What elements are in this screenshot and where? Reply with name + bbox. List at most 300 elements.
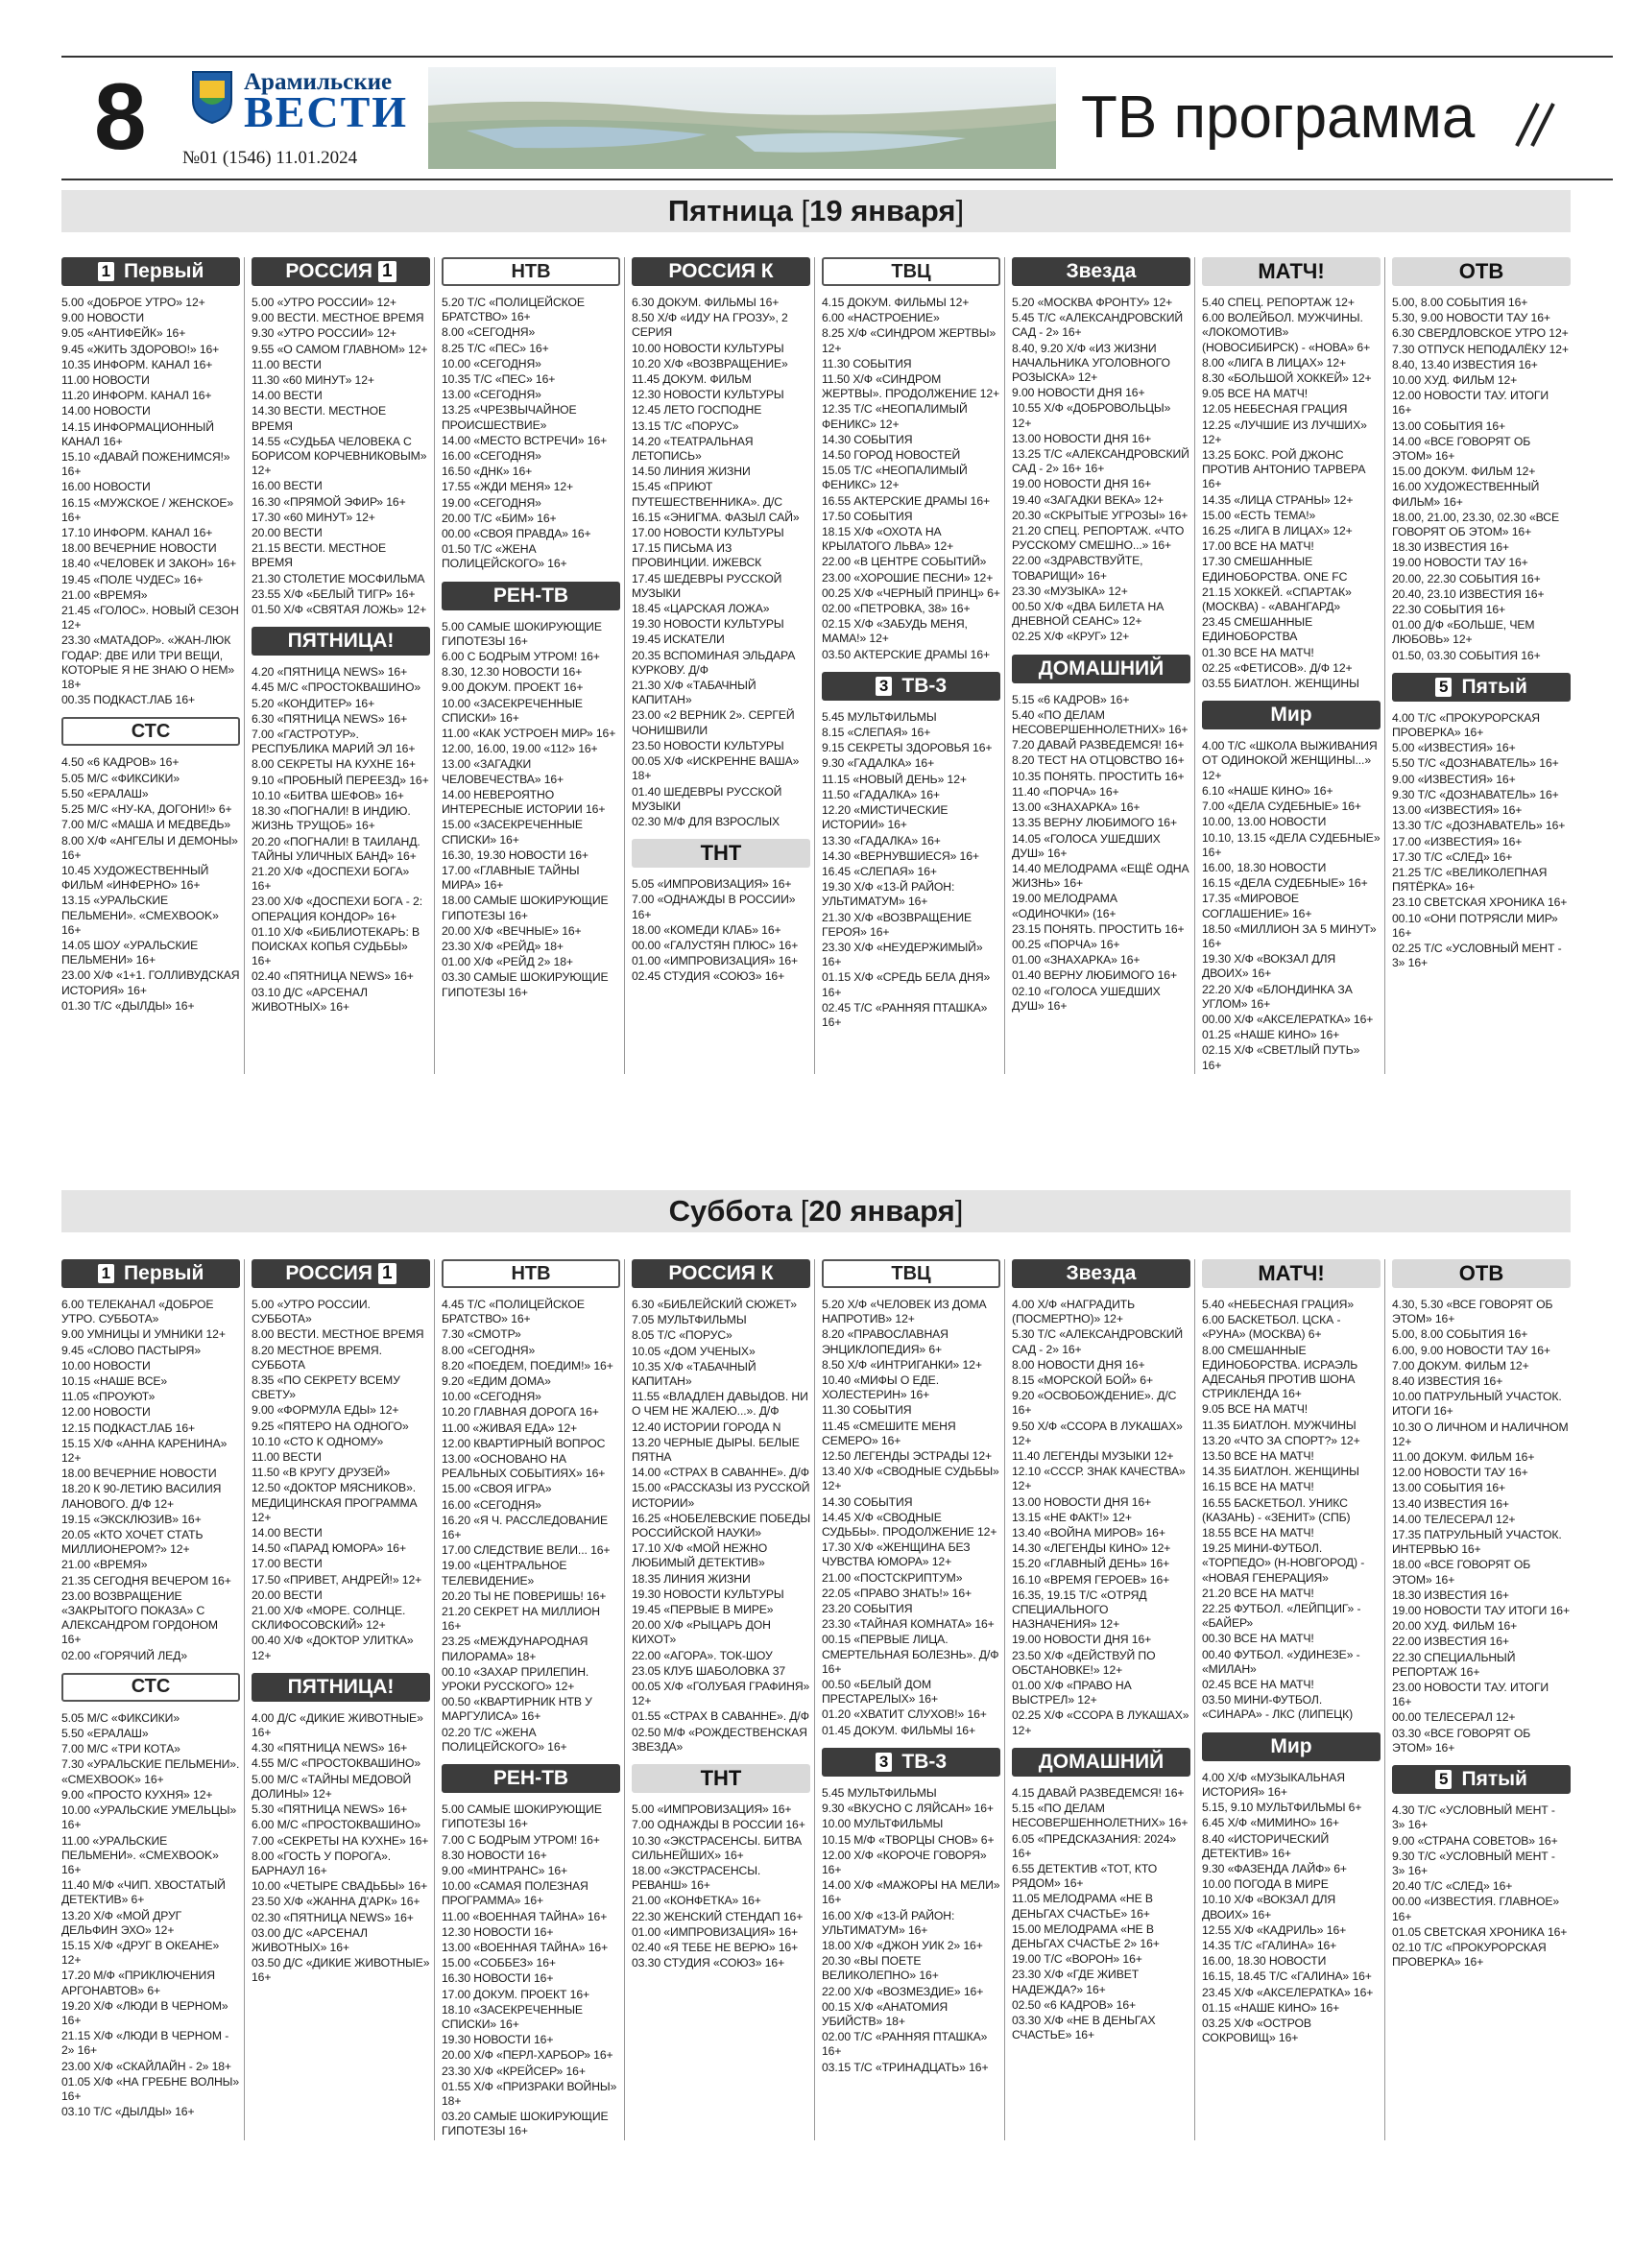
channel-logo-тв-3 (822, 1748, 1000, 1777)
channel-logo-домашний (1012, 1748, 1190, 1777)
program-item: 5.05 «ИМПРОВИЗАЦИЯ» 16+ (632, 877, 792, 892)
program-item: 4.45 М/С «ПРОСТОКВАШИНО» (252, 680, 421, 695)
program-item: 22.00 Х/Ф «ВОЗМЕЗДИЕ» 16+ (822, 1984, 984, 1998)
program-item: 12.40 ИСТОРИИ ГОРОДА N (632, 1420, 781, 1434)
program-item: 13.50 ВСЕ НА МАТЧ! (1202, 1449, 1314, 1464)
program-item: 01.00 «ИМПРОВИЗАЦИЯ» 16+ (632, 954, 799, 968)
program-item: 11.50 «В КРУГУ ДРУЗЕЙ» (252, 1466, 391, 1480)
program-item: 13.00 НОВОСТИ ДНЯ 16+ (1012, 1494, 1152, 1509)
program-item: 21.30 Х/Ф «ТАБАЧНЫЙ КАПИТАН» (632, 679, 756, 707)
city-emblem-icon (188, 67, 236, 125)
channel-number: 5 (1435, 678, 1452, 697)
program-item: 00.50 «БЕЛЫЙ ДОМ ПРЕСТАРЕЛЫХ» 16+ (822, 1678, 938, 1707)
program-item: 4.30 Т/С «УСЛОВНЫЙ МЕНТ - 3» 16+ (1392, 1803, 1555, 1832)
channel-logo-отв (1392, 1259, 1571, 1288)
program-item: 02.00 Т/С «РАННЯЯ ПТАШКА» 16+ (822, 2030, 988, 2059)
program-item: 5.30 Т/С «АЛЕКСАНДРОВСКИЙ САД - 2» 16+ (1012, 1327, 1184, 1356)
program-item: 23.00 «ХОРОШИЕ ПЕСНИ» 12+ (822, 570, 994, 585)
channel-logo-тв-3 (822, 672, 1000, 701)
program-item: 14.30 СОБЫТИЯ (822, 432, 913, 446)
program-item: 16.35, 19.15 Т/С «ОТРЯД СПЕЦИАЛЬНОГО НАЗНАЧЕНИЯ» 12+ (1012, 1588, 1147, 1632)
channel-name: НТВ (511, 260, 551, 282)
program-item: 9.55 «О САМОМ ГЛАВНОМ» 12+ (252, 342, 428, 356)
program-item: 7.00 ОДНАЖДЫ В РОССИИ 16+ (632, 1818, 805, 1832)
program-item: 13.00 СОБЫТИЯ 16+ (1392, 418, 1506, 433)
program-item: 5.00 «УТРО РОССИИ. СУББОТА» (252, 1298, 371, 1326)
channel-logo-мир (1202, 1732, 1381, 1761)
program-item: 22.00 «АГОРА». ТОК-ШОУ (632, 1648, 773, 1662)
program-item: 8.20 МЕСТНОЕ ВРЕМЯ. СУББОТА (252, 1343, 382, 1372)
program-item: 15.10 «ДАВАЙ ПОЖЕНИМСЯ!» 16+ (61, 450, 230, 479)
program-item: 23.00 Х/Ф «ДОСПЕХИ БОГА - 2: ОПЕРАЦИЯ КОНДОР» 16+ (252, 895, 422, 923)
program-item: 5.00 САМЫЕ ШОКИРУЮЩИЕ ГИПОТЕЗЫ 16+ (442, 619, 602, 648)
program-item: 8.00 «СЕГОДНЯ» (442, 325, 536, 340)
program-item: 17.10 Х/Ф «МОЙ НЕЖНО ЛЮБИМЫЙ ДЕТЕКТИВ» (632, 1541, 768, 1570)
friday-schedule-grid (61, 257, 1571, 1074)
program-item: 12.15 ПОДКАСТ.ЛАБ 16+ (61, 1420, 196, 1435)
program-item: 10.20 ГЛАВНАЯ ДОРОГА 16+ (442, 1405, 599, 1420)
channel-name: РОССИЯ К (668, 1262, 774, 1284)
program-item: 14.05 ШОУ «УРАЛЬСКИЕ ПЕЛЬМЕНИ» 16+ (61, 938, 199, 967)
program-item: 5.30, 9.00 НОВОСТИ ТАУ 16+ (1392, 311, 1550, 325)
channel-logo-звезда (1012, 1259, 1190, 1288)
program-item: 13.00 «ЗАГАДКИ ЧЕЛОВЕЧЕСТВА» 16+ (442, 757, 564, 786)
program-item: 01.00 Д/Ф «БОЛЬШЕ, ЧЕМ ЛЮБОВЬ» 12+ (1392, 618, 1535, 647)
program-item: 10.00 «ЧЕТЫРЕ СВАДЬБЫ» 16+ (252, 1879, 428, 1894)
day-banner-friday (61, 190, 1571, 232)
program-item: 14.20 «ТЕАТРАЛЬНАЯ ЛЕТОПИСЬ» (632, 434, 754, 464)
channel-name: Первый (124, 1262, 204, 1284)
program-item: 13.00 «ОСНОВАНО НА РЕАЛЬНЫХ СОБЫТИЯХ» 16+ (442, 1452, 606, 1481)
program-item: 18.20 К 90-ЛЕТИЮ ВАСИЛИЯ ЛАНОВОГО. Д/Ф 12+ (61, 1482, 222, 1511)
program-item: 13.00 «СЕГОДНЯ» (442, 388, 541, 402)
program-item: 4.45 Т/С «ПОЛИЦЕЙСКОЕ БРАТСТВО» 16+ (442, 1298, 585, 1326)
program-item: 15.15 Х/Ф «АННА КАРЕНИНА» 12+ (61, 1436, 228, 1466)
program-item: 19.45 «ПОЛЕ ЧУДЕС» 16+ (61, 572, 204, 586)
channel-block (1012, 257, 1190, 645)
program-item: 00.50 «КВАРТИРНИК НТВ У МАРГУЛИСА» 16+ (442, 1695, 592, 1724)
program-item: 11.00 ВЕСТИ (252, 1450, 322, 1465)
schedule-column (61, 1259, 240, 2140)
program-item: 8.00 СЕКРЕТЫ НА КУХНЕ 16+ (252, 757, 416, 772)
program-item: 5.20 Х/Ф «ЧЕЛОВЕК ИЗ ДОМА НАПРОТИВ» 12+ (822, 1298, 987, 1326)
program-item: 14.00 НЕВЕРОЯТНО ИНТЕРЕСНЫЕ ИСТОРИИ 16+ (442, 787, 606, 817)
schedule-column (822, 257, 1000, 1074)
program-item: 13.00 НОВОСТИ ДНЯ 16+ (1012, 431, 1152, 445)
program-item: 4.15 ДАВАЙ РАЗВЕДЕМСЯ! 16+ (1012, 1785, 1185, 1800)
program-item: 8.25 Х/Ф «СИНДРОМ ЖЕРТВЫ» 12+ (822, 326, 997, 355)
program-item: 16.10 «ВРЕМЯ ГЕРОЕВ» 16+ (1012, 1572, 1170, 1587)
program-item: 10.00 ПАТРУЛЬНЫЙ УЧАСТОК. ИТОГИ 16+ (1392, 1390, 1562, 1419)
program-item: 19.00 «ЦЕНТРАЛЬНОЕ ТЕЛЕВИДЕНИЕ» (442, 1559, 567, 1588)
program-item: 9.15 СЕКРЕТЫ ЗДОРОВЬЯ 16+ (822, 741, 993, 755)
program-item: 12.10 «СССР. ЗНАК КАЧЕСТВА» 12+ (1012, 1465, 1186, 1493)
channel-number: 1 (98, 262, 114, 281)
program-item: 17.45 ШЕДЕВРЫ РУССКОЙ МУЗЫКИ (632, 571, 782, 600)
program-item: 13.20 Х/Ф «МОЙ ДРУГ ДЕЛЬФИН ЭХО» 12+ (61, 1908, 182, 1937)
program-item: 9.45 «ЖИТЬ ЗДОРОВО!» 16+ (61, 342, 220, 356)
channel-name: Звезда (1066, 260, 1137, 282)
program-item: 10.00 «СЕГОДНЯ» (442, 356, 541, 370)
program-item: 21.30 Х/Ф «ВОЗВРАЩЕНИЕ ГЕРОЯ» 16+ (822, 910, 973, 939)
program-item: 21.25 Т/С «ВЕЛИКОЛЕПНАЯ ПЯТЁРКА» 16+ (1392, 865, 1548, 895)
channel-logo-россия (252, 1259, 430, 1288)
program-item: 9.00 «МИНТРАНС» 16+ (442, 1863, 568, 1877)
channel-logo-матч (1202, 1259, 1381, 1288)
channel-logo-пятый (1392, 673, 1571, 702)
program-item: 9.30 «ВКУСНО С ЛЯЙСАН» 16+ (822, 1802, 994, 1816)
program-item: 10.35 ПОНЯТЬ. ПРОСТИТЬ 16+ (1012, 769, 1185, 783)
program-item: 10.00 ПОГОДА В МИРЕ (1202, 1877, 1329, 1892)
program-item: 01.30 Т/С «ДЫЛДЫ» 16+ (61, 998, 195, 1013)
program-item: 14.00 ВЕСТИ (252, 1526, 323, 1540)
program-item: 00.50 Х/Ф «ДВА БИЛЕТА НА ДНЕВНОЙ СЕАНС» 12+ (1012, 600, 1165, 629)
channel-name: Мир (1270, 704, 1312, 727)
program-item: 19.00 МЕЛОДРАМА «ОДИНОЧКИ» (16+ (1012, 892, 1117, 920)
channel-number: 1 (378, 261, 396, 282)
program-item: 11.40 «ПОРЧА» 16+ (1012, 784, 1119, 799)
program-item: 6.30 СВЕРДЛОВСКОЕ УТРО 12+ (1392, 326, 1569, 341)
program-item: 8.15 «СЛЕПАЯ» 16+ (822, 726, 931, 740)
program-item: 10.10 Х/Ф «ВОКЗАЛ ДЛЯ ДВОИХ» 16+ (1202, 1893, 1336, 1922)
program-item: 00.30 ВСЕ НА МАТЧ! (1202, 1632, 1314, 1646)
schedule-column (1392, 257, 1571, 1074)
channel-block (1012, 1259, 1190, 1738)
program-item: 8.20 «ПРАВОСЛАВНАЯ ЭНЦИКЛОПЕДИЯ» 6+ (822, 1327, 949, 1356)
channel-name: Первый (124, 260, 204, 282)
program-item: 02.25 Т/С «УСЛОВНЫЙ МЕНТ - 3» 16+ (1392, 941, 1562, 970)
program-item: 16.15 «ЭНИГМА. ФАЗЫЛ САЙ» (632, 510, 800, 524)
channel-number: 1 (378, 1263, 396, 1284)
program-item: 6.00 ВОЛЕЙБОЛ. МУЖЧИНЫ. «ЛОКОМОТИВ» (НОВОСИБИРСК) - «НОВА» 6+ (1202, 311, 1371, 354)
program-item: 19.45 ИСКАТЕЛИ (632, 633, 725, 647)
program-item: 10.10 «БИТВА ШЕФОВ» 16+ (252, 788, 404, 802)
channel-name: СТС (131, 1676, 171, 1698)
program-item: 19.30 НОВОСТИ КУЛЬТУРЫ (632, 617, 784, 632)
program-item: 13.35 ВЕРНУ ЛЮБИМОГО 16+ (1012, 816, 1177, 830)
program-item: 03.25 Х/Ф «ОСТРОВ СОКРОВИЩ» 16+ (1202, 2016, 1311, 2045)
program-item: 17.30 «60 МИНУТ» 12+ (252, 510, 375, 524)
program-item: 4.15 ДОКУМ. ФИЛЬМЫ 12+ (822, 296, 970, 309)
program-item: 16.30 «ПРЯМОЙ ЭФИР» 16+ (252, 494, 406, 509)
program-item: 10.00 МУЛЬТФИЛЬМЫ (822, 1817, 944, 1831)
program-item: 7.00 ДОКУМ. ФИЛЬМ 12+ (1392, 1358, 1529, 1373)
program-item: 17.35 «МИРОВОЕ СОГЛАШЕНИЕ» 16+ (1202, 892, 1312, 920)
program-item: 14.50 ГОРОД НОВОСТЕЙ (822, 448, 961, 463)
program-item: 10.30 «ЭКСТРАСЕНСЫ. БИТВА СИЛЬНЕЙШИХ» 16+ (632, 1833, 803, 1862)
program-item: 01.45 ДОКУМ. ФИЛЬМЫ 16+ (822, 1723, 975, 1737)
program-item: 20.40 Т/С «СЛЕД» 16+ (1392, 1879, 1513, 1894)
channel-name: ТВ-3 (901, 1750, 948, 1773)
program-item: 23.20 СОБЫТИЯ (822, 1602, 913, 1616)
channel-block (442, 582, 620, 1000)
program-item: 16.00 НОВОСТИ (61, 480, 151, 494)
program-item: 5.45 МУЛЬТФИЛЬМЫ (822, 1785, 937, 1800)
channel-block (1012, 1748, 1190, 2042)
program-item: 12.05 НЕБЕСНАЯ ГРАЦИЯ (1202, 402, 1348, 417)
program-item: 02.20 Т/С «ЖЕНА ПОЛИЦЕЙСКОГО» 16+ (442, 1725, 567, 1754)
program-item: 16.25 «ЛИГА В ЛИЦАХ» 12+ (1202, 524, 1353, 538)
program-item: 20.00 ВЕСТИ (252, 1588, 323, 1602)
channel-name: ТНТ (700, 1766, 742, 1791)
program-item: 20.00 Т/С «БИМ» 16+ (442, 511, 557, 525)
program-item: 5.45 Т/С «АЛЕКСАНДРОВСКИЙ САД - 2» 16+ (1012, 311, 1184, 340)
program-item: 18.00 САМЫЕ ШОКИРУЮЩИЕ ГИПОТЕЗЫ 16+ (442, 894, 609, 922)
program-item: 10.00 «САМАЯ ПОЛЕЗНАЯ ПРОГРАММА» 16+ (442, 1879, 588, 1908)
program-item: 20.20 ТЫ НЕ ПОВЕРИШЬ! 16+ (442, 1588, 607, 1603)
program-item: 10.00 НОВОСТИ (61, 1358, 151, 1373)
program-item: 18.00, 21.00, 23.30, 02.30 «ВСЕ ГОВОРЯТ ОБ ЭТОМ» 16+ (1392, 510, 1560, 539)
issue-number: №01 (1546) 11.01.2024 (182, 148, 358, 168)
channel-logo-нтв (442, 1259, 620, 1288)
program-item: 13.15 Т/С «ПОРУС» (632, 418, 739, 433)
channel-block (442, 1764, 620, 2138)
program-item: 16.00 Х/Ф «13-Й РАЙОН: УЛЬТИМАТУМ» 16+ (822, 1908, 955, 1937)
program-item: 11.20 ИНФОРМ. КАНАЛ 16+ (61, 389, 212, 403)
program-item: 14.40 МЕЛОДРАМА «ЕЩЁ ОДНА ЖИЗНЬ» 16+ (1012, 861, 1189, 891)
channel-logo-стс (61, 1673, 240, 1702)
program-item: 8.20 ТЕСТ НА ОТЦОВСТВО 16+ (1012, 753, 1185, 768)
program-item: 13.20 «ЧТО ЗА СПОРТ?» 12+ (1202, 1433, 1360, 1447)
program-item: 17.30 Т/С «СЛЕД» 16+ (1392, 849, 1513, 864)
program-item: 5.40 «ПО ДЕЛАМ НЕСОВЕРШЕННОЛЕТНИХ» 16+ (1012, 707, 1189, 737)
program-item: 11.40 М/Ф «ЧИП. ХВОСТАТЫЙ ДЕТЕКТИВ» 6+ (61, 1878, 226, 1907)
program-item: 10.00, 13.00 НОВОСТИ (1202, 815, 1327, 829)
program-item: 21.20 ВСЕ НА МАТЧ! (1202, 1586, 1314, 1600)
program-item: 17.00 «ИЗВЕСТИЯ» 16+ (1392, 834, 1523, 848)
program-item: 16.15 «МУЖСКОЕ / ЖЕНСКОЕ» 16+ (61, 495, 234, 524)
program-item: 13.15 «НЕ ФАКТ!» 12+ (1012, 1510, 1132, 1524)
program-item: 8.50 Х/Ф «ИДУ НА ГРОЗУ», 2 СЕРИЯ (632, 311, 788, 340)
channel-block (1202, 1259, 1381, 1723)
channel-logo-тнт (632, 1764, 810, 1793)
program-item: 01.20 «ХВАТИТ СЛУХОВ!» 16+ (822, 1707, 987, 1722)
program-item: 14.30 СОБЫТИЯ (822, 1494, 913, 1509)
program-item: 9.00 НОВОСТИ ДНЯ 16+ (1012, 386, 1145, 400)
program-item: 21.00 Х/Ф «МОРЕ. СОЛНЦЕ. СКЛИФОСОВСКИЙ» 12+ (252, 1604, 406, 1633)
program-item: 19.00 НОВОСТИ ДНЯ 16+ (1012, 1633, 1152, 1647)
program-item: 11.30 «60 МИНУТ» 12+ (252, 373, 374, 388)
program-item: 23.25 «МЕЖДУНАРОДНАЯ ПИЛОРАМА» 18+ (442, 1635, 588, 1663)
program-item: 5.50 «ЕРАЛАШ» (61, 786, 149, 800)
program-item: 11.35 БИАТЛОН. МУЖЧИНЫ (1202, 1418, 1357, 1432)
program-item: 01.55 Х/Ф «ПРИЗРАКИ ВОЙНЫ» 18+ (442, 2079, 617, 2108)
channel-name: Мир (1270, 1734, 1312, 1757)
program-item: 14.35 БИАТЛОН. ЖЕНЩИНЫ (1202, 1465, 1359, 1479)
program-item: 5.20 Т/С «ПОЛИЦЕЙСКОЕ БРАТСТВО» 16+ (442, 296, 585, 324)
program-item: 11.00 «УРАЛЬСКИЕ ПЕЛЬМЕНИ». «СМЕХBOOK» 16+ (61, 1833, 219, 1876)
program-item: 23.30 «МУЗЫКА» 12+ (1012, 584, 1128, 598)
program-item: 01.40 ШЕДЕВРЫ РУССКОЙ МУЗЫКИ (632, 784, 782, 813)
program-item: 8.05 Т/С «ПОРУС» (632, 1328, 732, 1343)
program-item: 00.00 «ИЗВЕСТИЯ. ГЛАВНОЕ» 16+ (1392, 1895, 1560, 1923)
program-item: 20.00 Х/Ф «ПЕРЛ-ХАРБОР» 16+ (442, 2048, 613, 2063)
program-item: 17.50 СОБЫТИЯ (822, 509, 913, 523)
program-item: 21.15 ХОККЕЙ. «СПАРТАК» (МОСКВА) - «АВАНГАРД» (1202, 585, 1352, 614)
program-item: 03.30 СТУДИЯ «СОЮЗ» 16+ (632, 1956, 785, 1970)
channel-block (1392, 673, 1571, 970)
program-item: 9.30 «ГАДАЛКА» 16+ (822, 756, 935, 771)
day-title: Пятница (667, 194, 793, 227)
program-item: 16.15 «ДЕЛА СУДЕБНЫЕ» 16+ (1202, 876, 1368, 891)
program-item: 14.50 ЛИНИЯ ЖИЗНИ (632, 465, 751, 479)
program-item: 23.05 КЛУБ ШАБОЛОВКА 37 (632, 1663, 786, 1678)
schedule-column (442, 257, 620, 1074)
channel-block (632, 257, 810, 829)
program-item: 20.40, 23.10 ИЗВЕСТИЯ 16+ (1392, 586, 1545, 601)
program-item: 13.00 СОБЫТИЯ 16+ (1392, 1481, 1506, 1495)
program-item: 8.40 «ИСТОРИЧЕСКИЙ ДЕТЕКТИВ» 16+ (1202, 1831, 1330, 1860)
program-item: 10.00 «СЕГОДНЯ» (442, 1390, 541, 1404)
program-item: 22.30 ЖЕНСКИЙ СТЕНДАП 16+ (632, 1909, 804, 1923)
program-item: 01.55 «СТРАХ В САВАННЕ». Д/Ф (632, 1709, 809, 1724)
program-item: 01.15 «НАШЕ КИНО» 16+ (1202, 2000, 1340, 2015)
program-item: 16.15 ВСЕ НА МАТЧ! (1202, 1480, 1314, 1494)
program-item: 8.30 НОВОСТИ 16+ (442, 1848, 547, 1862)
program-item: 13.00 «ВОЕННАЯ ТАЙНА» 16+ (442, 1940, 609, 1954)
program-item: 15.00 ДОКУМ. ФИЛЬМ 12+ (1392, 465, 1536, 479)
program-item: 01.25 «НАШЕ КИНО» 16+ (1202, 1028, 1340, 1042)
program-item: 5.05 М/С «ФИКСИКИ» (61, 1710, 180, 1725)
program-item: 4.30 «ПЯТНИЦА NEWS» 16+ (252, 1741, 408, 1755)
program-item: 16.45 «СЛЕПАЯ» 16+ (822, 864, 937, 878)
program-item: 6.30 ДОКУМ. ФИЛЬМЫ 16+ (632, 296, 780, 309)
channel-block (61, 717, 240, 1013)
page-number: 8 (94, 63, 147, 169)
channel-logo-звезда (1012, 257, 1190, 286)
program-item: 6.00 «НАСТРОЕНИЕ» (822, 311, 940, 325)
program-item: 14.30 «ВЕРНУВШИЕСЯ» 16+ (822, 848, 979, 863)
channel-block (1202, 257, 1381, 691)
program-item: 12.00 Х/Ф «КОРОЧЕ ГОВОРЯ» 16+ (822, 1848, 987, 1876)
program-item: 15.05 Т/С «НЕОПАЛИМЫЙ ФЕНИКС» 12+ (822, 464, 968, 492)
program-item: 7.30 ОТПУСК НЕПОДАЛЁКУ 12+ (1392, 342, 1569, 356)
program-item: 5.50 «ЕРАЛАШ» (61, 1727, 149, 1741)
channel-logo-первый (61, 257, 240, 286)
newspaper-logo-small: Арамильские (244, 69, 393, 95)
program-item: 16.00 ВЕСТИ (252, 479, 323, 493)
channel-number: 5 (1435, 1770, 1452, 1789)
program-item: 15.45 «ПРИЮТ ПУТЕШЕСТВЕННИКА». Д/С (632, 480, 782, 509)
channel-name: ОТВ (1458, 1261, 1504, 1285)
program-item: 20.20 «ПОГНАЛИ! В ТАИЛАНД. ТАЙНЫ УЛИЧНЫХ БАНД» 16+ (252, 834, 420, 863)
channel-block (61, 257, 240, 707)
program-item: 14.00 ТЕЛЕСЕРАЛ 12+ (1392, 1512, 1516, 1526)
program-item: 01.50 Т/С «ЖЕНА ПОЛИЦЕЙСКОГО» 16+ (442, 542, 567, 571)
program-item: 23.30 Х/Ф «РЕЙД» 18+ (442, 939, 564, 953)
program-item: 17.30 Х/Ф «ЖЕНЩИНА БЕЗ ЧУВСТВА ЮМОРА» 12+ (822, 1540, 971, 1569)
program-item: 23.45 СМЕШАННЫЕ ЕДИНОБОРСТВА (1202, 615, 1313, 644)
program-item: 8.00 СМЕШАННЫЕ ЕДИНОБОРСТВА. ИСРАЭЛЬ АДЕСАНЬЯ ПРОТИВ ШОНА СТРИКЛЕНДА 16+ (1202, 1343, 1358, 1401)
program-item: 21.30 СТОЛЕТИЕ МОСФИЛЬМА (252, 571, 425, 585)
program-item: 23.10 СВЕТСКАЯ ХРОНИКА 16+ (1392, 895, 1568, 910)
program-item: 8.30, 12.30 НОВОСТИ 16+ (442, 665, 583, 680)
schedule-column (1012, 1259, 1190, 2140)
program-item: 10.00 НОВОСТИ КУЛЬТУРЫ (632, 341, 784, 355)
program-item: 11.50 «ГАДАЛКА» 16+ (822, 787, 940, 801)
program-item: 02.50 «6 КАДРОВ» 16+ (1012, 1997, 1137, 2012)
program-item: 03.20 САМЫЕ ШОКИРУЮЩИЕ ГИПОТЕЗЫ 16+ (442, 2110, 609, 2138)
schedule-column (442, 1259, 620, 2140)
program-item: 18.00 ВЕЧЕРНИЕ НОВОСТИ (61, 1467, 217, 1481)
program-item: 13.20 ЧЕРНЫЕ ДЫРЫ. БЕЛЫЕ ПЯТНА (632, 1435, 800, 1465)
program-item: 20.35 ВСПОМИНАЯ ЭЛЬДАРА КУРКОВУ. Д/Ф (632, 648, 796, 677)
program-item: 23.45 Х/Ф «АКСЕЛЕРАТКА» 16+ (1202, 1985, 1374, 1999)
program-item: 00.00 «СВОЯ ПРАВДА» 16+ (442, 527, 591, 541)
program-item: 6.00 С БОДРЫМ УТРОМ! 16+ (442, 650, 600, 664)
program-item: 21.20 СПЕЦ. РЕПОРТАЖ. «ЧТО РУССКОМУ СМЕШНО...» 16+ (1012, 524, 1185, 553)
channel-block (822, 257, 1000, 662)
program-item: 14.00 «ВСЕ ГОВОРЯТ ОБ ЭТОМ» 16+ (1392, 434, 1531, 464)
program-item: 4.55 М/С «ПРОСТОКВАШИНО» (252, 1756, 421, 1771)
program-item: 10.10 «СТО К ОДНОМУ» (252, 1434, 384, 1448)
program-item: 9.05 ВСЕ НА МАТЧ! (1202, 387, 1309, 401)
program-item: 15.15 Х/Ф «ДРУГ В ОКЕАНЕ» 12+ (61, 1938, 220, 1968)
program-item: 02.15 Х/Ф «ЗАБУДЬ МЕНЯ, МАМА!» 12+ (822, 617, 968, 646)
program-item: 18.30 ИЗВЕСТИЯ 16+ (1392, 540, 1509, 555)
program-item: 21.45 «ГОЛОС». НОВЫЙ СЕЗОН 12+ (61, 604, 239, 633)
program-item: 15.20 «ГЛАВНЫЙ ДЕНЬ» 16+ (1012, 1557, 1170, 1571)
program-item: 15.00 «ЕСТЬ ТЕМА!» (1202, 508, 1316, 522)
program-item: 01.05 СВЕТСКАЯ ХРОНИКА 16+ (1392, 1924, 1568, 1939)
program-item: 16.20 «Я Ч. РАССЛЕДОВАНИЕ 16+ (442, 1513, 609, 1542)
program-item: 18.00 «ЭКСТРАСЕНСЫ. РЕВАНШ» 16+ (632, 1863, 761, 1893)
program-item: 9.00 ВЕСТИ. МЕСТНОЕ ВРЕМЯ (252, 311, 424, 325)
program-item: 00.05 Х/Ф «ГОЛУБАЯ ГРАФИНЯ» 12+ (632, 1680, 810, 1708)
program-item: 5.00 «ИМПРОВИЗАЦИЯ» 16+ (632, 1802, 792, 1817)
program-item: 5.40 «НЕБЕСНАЯ ГРАЦИЯ» (1202, 1298, 1355, 1311)
program-item: 13.30 «ГАДАЛКА» 16+ (822, 833, 941, 848)
program-item: 21.20 СЕКРЕТ НА МИЛЛИОН 16+ (442, 1605, 600, 1634)
schedule-column (252, 1259, 430, 2140)
program-item: 21.00 «ПОСТСКРИПТУМ» (822, 1570, 963, 1585)
schedule-column (632, 1259, 810, 2140)
program-item: 00.25 Х/Ф «ЧЕРНЫЙ ПРИНЦ» 6+ (822, 585, 1000, 600)
channel-block (1202, 1732, 1381, 2046)
program-item: 21.00 «КОНФЕТКА» 16+ (632, 1894, 761, 1908)
program-item: 13.25 БОКС. РОЙ ДЖОНС ПРОТИВ АНТОНИО ТАРВЕРА 16+ (1202, 448, 1366, 491)
program-item: 6.00 М/С «ПРОСТОКВАШИНО» (252, 1818, 421, 1832)
program-item: 18.30 ИЗВЕСТИЯ 16+ (1392, 1588, 1509, 1602)
program-item: 03.55 БИАТЛОН. ЖЕНЩИНЫ (1202, 677, 1359, 691)
slashes-icon (1511, 100, 1559, 148)
channel-name: РОССИЯ (285, 260, 372, 282)
program-item: 13.40 ИЗВЕСТИЯ 16+ (1392, 1496, 1509, 1511)
program-item: 22.20 Х/Ф «БЛОНДИНКА ЗА УГЛОМ» 16+ (1202, 982, 1353, 1011)
channel-name: ДОМАШНИЙ (1038, 657, 1165, 680)
program-item: 23.00 «2 ВЕРНИК 2». СЕРГЕЙ ЧОНИШВИЛИ (632, 708, 795, 737)
program-item: 02.30 «ПЯТНИЦА NEWS» 16+ (252, 1910, 414, 1924)
program-item: 11.45 «СМЕШИТЕ МЕНЯ СЕМЕРО» 16+ (822, 1419, 956, 1447)
program-item: 11.30 СОБЫТИЯ (822, 356, 912, 370)
program-item: 02.00 «ГОРЯЧИЙ ЛЕД» (61, 1648, 188, 1662)
program-item: 5.05 М/С «ФИКСИКИ» (61, 771, 180, 785)
schedule-column (1202, 1259, 1381, 2140)
program-item: 18.55 ВСЕ НА МАТЧ! (1202, 1526, 1314, 1540)
program-item: 6.05 «ПРЕДСКАЗАНИЯ: 2024» 16+ (1012, 1831, 1177, 1860)
channel-logo-стс (61, 717, 240, 746)
program-item: 02.30 М/Ф ДЛЯ ВЗРОСЛЫХ (632, 814, 780, 828)
schedule-column (822, 1259, 1000, 2140)
program-item: 11.05 МЕЛОДРАМА «НЕ В ДЕНЬГАХ СЧАСТЬЕ» 16+ (1012, 1892, 1153, 1921)
program-item: 5.00, 8.00 СОБЫТИЯ 16+ (1392, 296, 1528, 309)
program-item: 20.00, 22.30 СОБЫТИЯ 16+ (1392, 571, 1541, 585)
channel-name: ТВ-3 (901, 674, 948, 697)
program-item: 00.15 Х/Ф «АНАТОМИЯ УБИЙСТВ» 18+ (822, 1999, 949, 2028)
program-item: 19.30 НОВОСТИ КУЛЬТУРЫ (632, 1587, 784, 1601)
program-item: 00.00 Х/Ф «АКСЕЛЕРАТКА» 16+ (1202, 1012, 1374, 1026)
program-item: 9.20 «ОСВОБОЖДЕНИЕ». Д/С 16+ (1012, 1389, 1177, 1418)
